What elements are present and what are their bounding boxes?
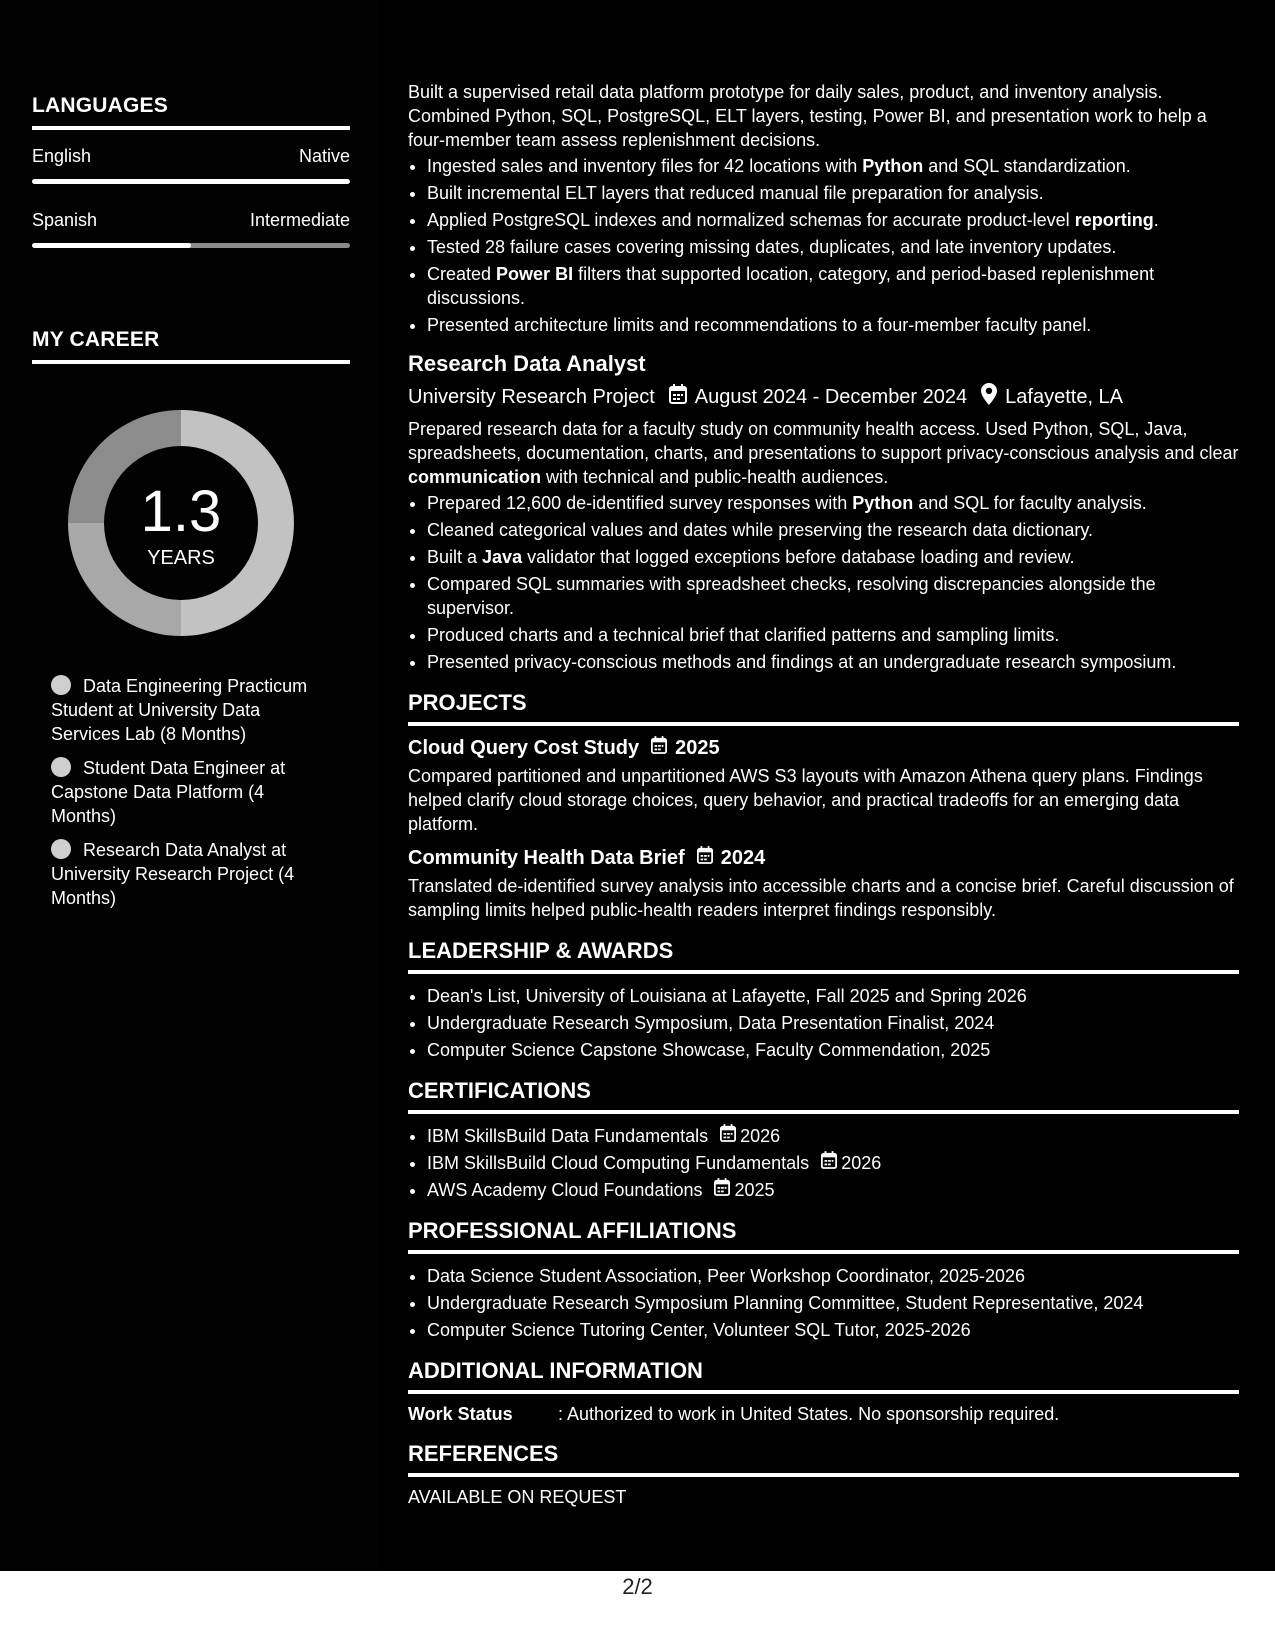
certification-year-text: 2026 [740,1126,781,1146]
list-item: • Data Science Student Association, Peer Workshop Coordinator, 2025-2026 [427,1264,1239,1288]
career-item-text: Student Data Engineer at Capstone Data Platform (4 Months) [51,758,286,826]
certification-year [809,1151,881,1175]
bold-keyword: reporting [1074,210,1154,230]
language-name: English [32,146,92,166]
certification-year-text: 2025 [734,1180,775,1200]
bold-keyword: Java [482,547,523,567]
language-item [32,210,354,248]
career-dot-icon [51,757,71,777]
career-years-unit: YEARS [147,546,215,569]
career-heading: MY CAREER [32,328,350,364]
intro-paragraph: Built a supervised retail data platform prototype for daily sales, product, and inventory analysis. Combined Python, SQL, PostgreSQL, ELT layers, testing, Power BI, and presentation work to help a four-member team assess replenishment decisions. [408,82,1207,150]
page-number: 2/2 [622,1574,653,1599]
languages-list [32,146,354,248]
language-level: Native [298,146,350,166]
job-bullets [408,491,1239,674]
sidebar [0,0,378,1571]
calendar-icon [651,736,667,760]
languages-heading: LANGUAGES [32,94,350,130]
list-item: • Cleaned categorical values and dates while preserving the research data dictionary. [427,518,1239,542]
project-description: Translated de-identified survey analysis into accessible charts and a concise brief. Careful discussion of sampling limits helped public-health readers interpret findings responsibly. [408,876,1234,920]
projects-heading: PROJECTS [408,690,1239,726]
calendar-icon [720,1124,736,1148]
certification-year-text: 2026 [841,1153,882,1173]
list-item: • Undergraduate Research Symposium Planning Committee, Student Representative, 2024 [427,1291,1239,1315]
job-org: University Research Project [408,385,655,408]
list-item: • Compared SQL summaries with spreadsheet checks, resolving discrepancies alongside the supervisor. [427,572,1239,620]
bold-keyword: Power BI [496,264,574,284]
bold-keyword: Python [852,493,914,513]
certification-item [427,1124,1239,1148]
career-dot-icon [51,839,71,859]
list-item: • Produced charts and a technical brief that clarified patterns and sampling limits. [427,623,1239,647]
career-dot-icon [51,675,71,695]
language-proficiency-bar [32,179,350,184]
calendar-icon [697,846,713,870]
job-title: Research Data Analyst [408,351,646,376]
projects-list [408,736,1239,922]
list-item: • Presented privacy-conscious methods and findings at an undergraduate research symposium. [427,650,1239,674]
career-donut-chart [66,408,296,638]
bold-keyword: communication [408,467,542,487]
main-content [378,0,1275,1571]
job-meta [408,383,1239,411]
language-proficiency-fill [32,243,191,248]
affiliations-list [408,1264,1239,1342]
language-name: Spanish [32,210,98,230]
career-list [32,674,322,910]
certification-name: IBM SkillsBuild Cloud Computing Fundamentals [427,1153,810,1173]
certification-item [427,1151,1239,1175]
list-item: • Ingested sales and inventory files for 42 locations with Python and SQL standardization. [427,154,1239,178]
job-summary: Prepared research data for a faculty study on community health access. Used Python, SQL, Java, spreadsheets, documentation, charts, and presentations to support privacy-conscious analysis and clear communication with technical and public-health audiences. [408,419,1239,487]
certification-name: IBM SkillsBuild Data Fundamentals [427,1126,709,1146]
references-heading: REFERENCES [408,1441,1239,1477]
job-location: Lafayette, LA [1005,385,1124,408]
bold-keyword: Python [862,156,924,176]
calendar-icon [714,1178,730,1202]
project-year: 2025 [675,736,720,759]
project-year: 2024 [720,846,766,869]
project-description: Compared partitioned and unpartitioned AWS S3 layouts with Amazon Athena query plans. Findings helped clarify cloud storage choices, query behavior, and practical tradeoffs for an emerging data platform. [408,766,1203,834]
list-item: • Tested 28 failure cases covering missing dates, duplicates, and late inventory updates. [427,235,1239,259]
language-level: Intermediate [249,210,350,230]
awards-list [408,984,1239,1062]
list-item: • Built incremental ELT layers that reduced manual file preparation for analysis. [427,181,1239,205]
career-years-value: 1.3 [140,478,222,544]
calendar-icon [821,1151,837,1175]
donut-center [66,408,296,638]
additional-info-heading: ADDITIONAL INFORMATION [408,1358,1239,1394]
career-item-text: Research Data Analyst at University Research Project (4 Months) [51,840,295,908]
location-pin-icon [981,383,997,411]
project-name: Cloud Query Cost Study [408,736,640,759]
list-item: • Dean's List, University of Louisiana at Lafayette, Fall 2025 and Spring 2026 [427,984,1239,1008]
language-row [32,146,350,167]
calendar-icon [669,384,687,410]
job-dates: August 2024 - December 2024 [694,385,968,408]
list-item: • Prepared 12,600 de-identified survey responses with Python and SQL for faculty analysis. [427,491,1239,515]
career-item [51,756,322,828]
work-status-row [408,1404,1239,1425]
project-title [408,846,1239,870]
language-row [32,210,350,231]
project-title [408,736,1239,760]
certification-year [702,1178,774,1202]
work-status-label: Work Status [408,1404,513,1424]
list-item: • Created Power BI filters that supported location, category, and period-based replenishment discussions. [427,262,1239,310]
list-item: • Built a Java validator that logged exceptions before database loading and review. [427,545,1239,569]
affiliations-heading: PROFESSIONAL AFFILIATIONS [408,1218,1239,1254]
list-item: • Applied PostgreSQL indexes and normalized schemas for accurate product-level reporting. [427,208,1239,232]
certifications-heading: CERTIFICATIONS [408,1078,1239,1114]
career-item [51,674,322,746]
awards-heading: LEADERSHIP & AWARDS [408,938,1239,974]
certification-year [708,1124,780,1148]
list-item: • Undergraduate Research Symposium, Data Presentation Finalist, 2024 [427,1011,1239,1035]
language-proficiency-fill [32,179,350,184]
career-item [51,838,322,910]
intro-bullets [408,154,1239,337]
project-name: Community Health Data Brief [408,846,685,869]
language-item [32,146,354,184]
list-item: • Presented architecture limits and recommendations to a four-member faculty panel. [427,313,1239,337]
certifications-list [408,1124,1239,1202]
list-item: • Computer Science Capstone Showcase, Faculty Commendation, 2025 [427,1038,1239,1062]
references-text: AVAILABLE ON REQUEST [408,1487,627,1507]
language-proficiency-bar [32,243,350,248]
certification-item [427,1178,1239,1202]
career-item-text: Data Engineering Practicum Student at University Data Services Lab (8 Months) [51,676,308,744]
work-status-value: : Authorized to work in United States. No sponsorship required. [558,1404,1060,1424]
certification-name: AWS Academy Cloud Foundations [427,1180,703,1200]
list-item: • Computer Science Tutoring Center, Volunteer SQL Tutor, 2025-2026 [427,1318,1239,1342]
